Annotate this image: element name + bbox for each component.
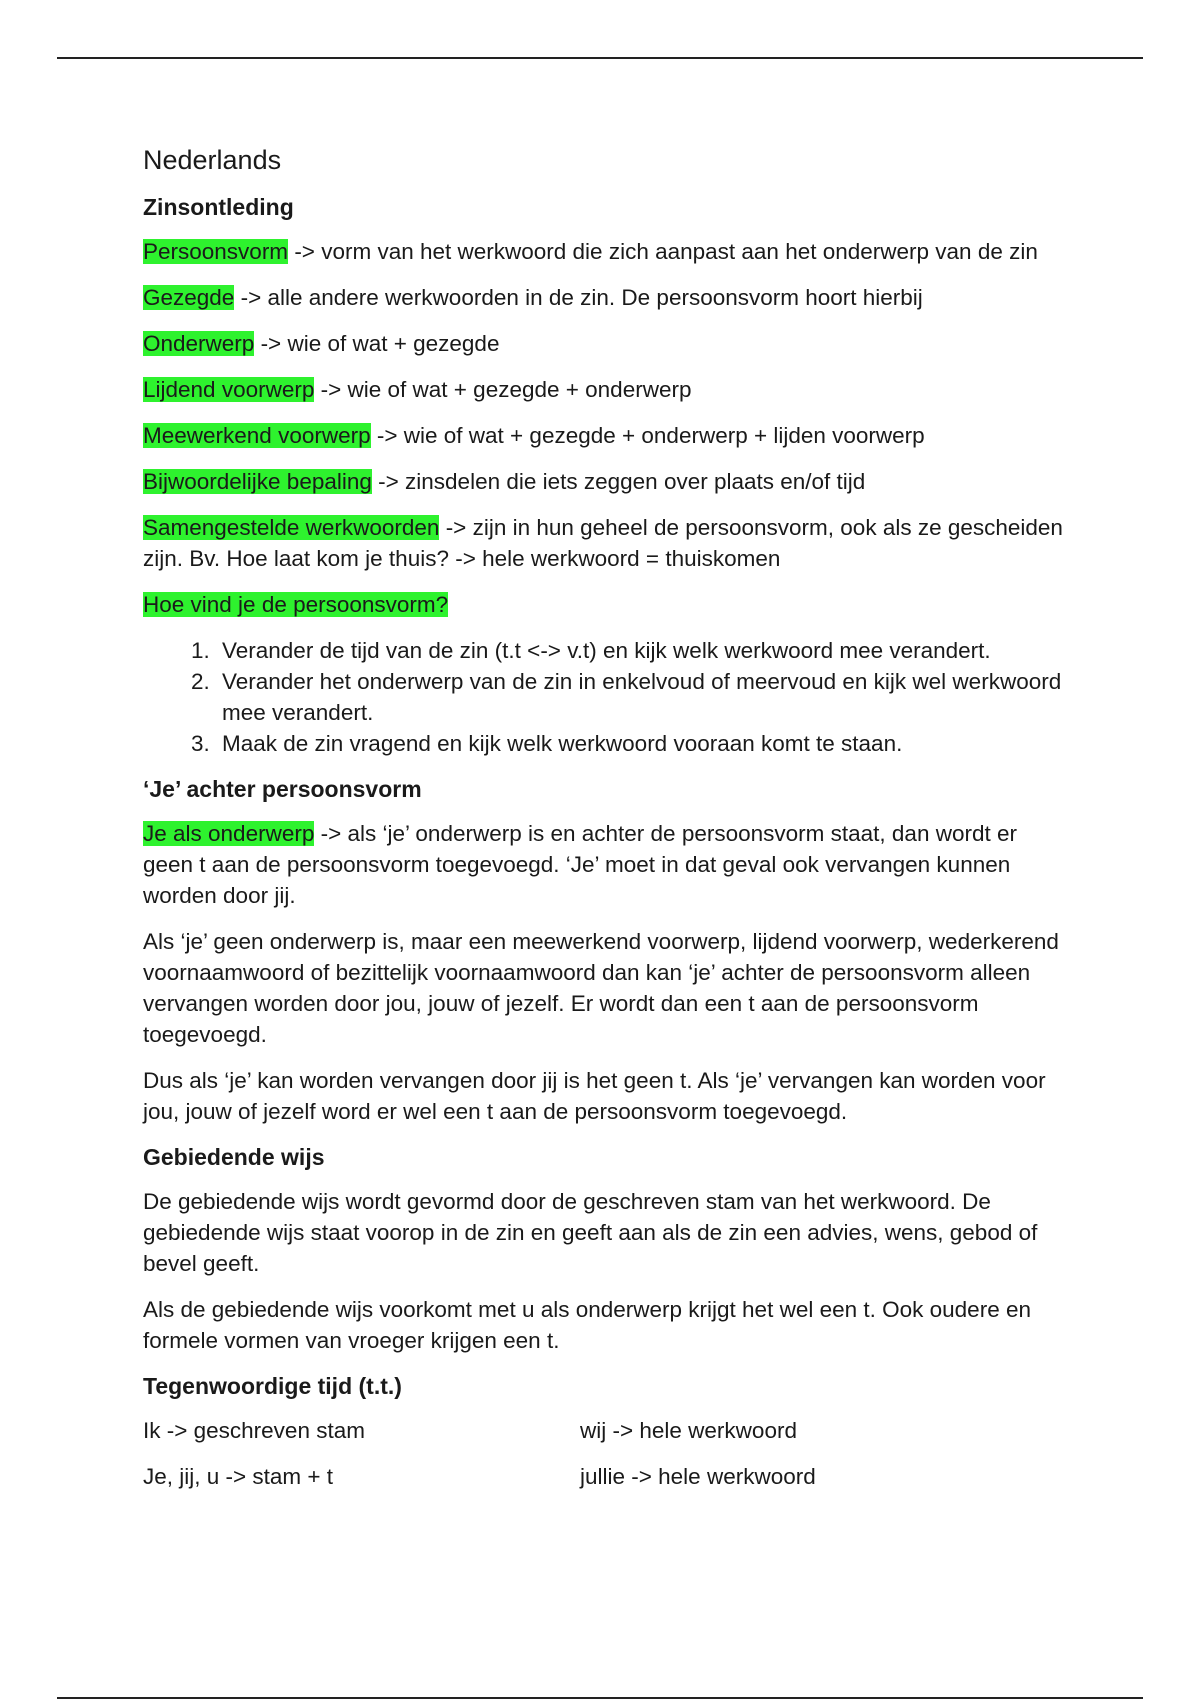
term-persoonsvorm (143, 236, 1063, 267)
paragraph: Als ‘je’ geen onderwerp is, maar een meewerkend voorwerp, lijdend voorwerp, wederkerend voornaamwoord of bezittelijk voornaamwoord dan kan ‘je’ achter de persoonsvorm alleen vervangen worden door jou, jouw of jezelf. Er wordt dan een t aan de persoonsvorm toegevoegd. (143, 929, 1059, 1047)
conjugation-cell: Ik -> geschreven stam (143, 1418, 365, 1443)
term-definition: -> wie of wat + gezegde + onderwerp (314, 377, 692, 402)
paragraph: De gebiedende wijs wordt gevormd door de geschreven stam van het werkwoord. De gebiedende wijs staat voorop in de zin en geeft aan als de zin een advies, wens, gebod of bevel geeft. (143, 1189, 1038, 1276)
paragraph: Als de gebiedende wijs voorkomt met u als onderwerp krijgt het wel een t. Ook oudere en formele vormen van vroeger krijgen een t. (143, 1297, 1031, 1353)
heading-gebiedende-wijs: Gebiedende wijs (143, 1144, 325, 1170)
page-title: Nederlands (143, 145, 282, 175)
term-definition: -> wie of wat + gezegde + onderwerp + lijden voorwerp (370, 423, 925, 448)
document-body (143, 142, 1063, 1492)
question-persoonsvorm (143, 589, 1063, 620)
conjugation-table (143, 1415, 1063, 1492)
heading-zinsontleding: Zinsontleding (143, 194, 294, 220)
steps-list (143, 635, 1063, 759)
term-lijdend-voorwerp (143, 374, 1063, 405)
heading-je: ‘Je’ achter persoonsvorm (143, 776, 422, 802)
heading-tegenwoordige-tijd: Tegenwoordige tijd (t.t.) (143, 1373, 402, 1399)
highlight-term: Persoonsvorm (143, 239, 289, 264)
highlight-term: Je als onderwerp (143, 821, 315, 846)
conjugation-cell: Je, jij, u -> stam + t (143, 1464, 334, 1489)
term-bijwoordelijke-bepaling (143, 466, 1063, 497)
term-samengestelde-werkwoorden (143, 512, 1063, 574)
term-definition: -> zijn in hun geheel de persoonsvorm, ook als ze gescheiden zijn. Bv. Hoe laat kom je thuis? -> hele werkwoord = thuiskomen (143, 515, 1063, 571)
bottom-rule (57, 1697, 1143, 1699)
term-definition: -> zinsdelen die iets zeggen over plaats en/of tijd (371, 469, 866, 494)
list-item: 3. Maak de zin vragend en kijk welk werkwoord vooraan komt te staan. (216, 728, 1063, 759)
term-definition: -> als ‘je’ onderwerp is en achter de persoonsvorm staat, dan wordt er geen t aan de persoonsvorm toegevoegd. ‘Je’ moet in dat geval ook vervangen kunnen worden door jij. (143, 821, 1017, 908)
paragraph: Dus als ‘je’ kan worden vervangen door jij is het geen t. Als ‘je’ vervangen kan worden voor jou, jouw of jezelf word er wel een t aan de persoonsvorm toegevoegd. (143, 1068, 1046, 1124)
je-als-onderwerp (143, 818, 1063, 911)
conjugation-cell: wij -> hele werkwoord (580, 1418, 797, 1443)
highlight-term: Samengestelde werkwoorden (143, 515, 440, 540)
highlight-term: Meewerkend voorwerp (143, 423, 371, 448)
highlight-question: Hoe vind je de persoonsvorm? (143, 592, 449, 617)
term-onderwerp (143, 328, 1063, 359)
term-definition: -> vorm van het werkwoord die zich aanpast aan het onderwerp van de zin (288, 239, 1038, 264)
term-gezegde (143, 282, 1063, 313)
highlight-term: Bijwoordelijke bepaling (143, 469, 372, 494)
top-rule (57, 57, 1143, 59)
highlight-term: Gezegde (143, 285, 235, 310)
highlight-term: Lijdend voorwerp (143, 377, 315, 402)
term-definition: -> wie of wat + gezegde (254, 331, 500, 356)
term-meewerkend-voorwerp (143, 420, 1063, 451)
conjugation-cell: jullie -> hele werkwoord (580, 1464, 816, 1489)
term-definition: -> alle andere werkwoorden in de zin. De persoonsvorm hoort hierbij (234, 285, 923, 310)
list-item: 1. Verander de tijd van de zin (t.t <-> v.t) en kijk welk werkwoord mee verandert. (216, 635, 1063, 666)
list-item: 2. Verander het onderwerp van de zin in enkelvoud of meervoud en kijk wel werkwoord mee verandert. (216, 666, 1063, 728)
highlight-term: Onderwerp (143, 331, 255, 356)
